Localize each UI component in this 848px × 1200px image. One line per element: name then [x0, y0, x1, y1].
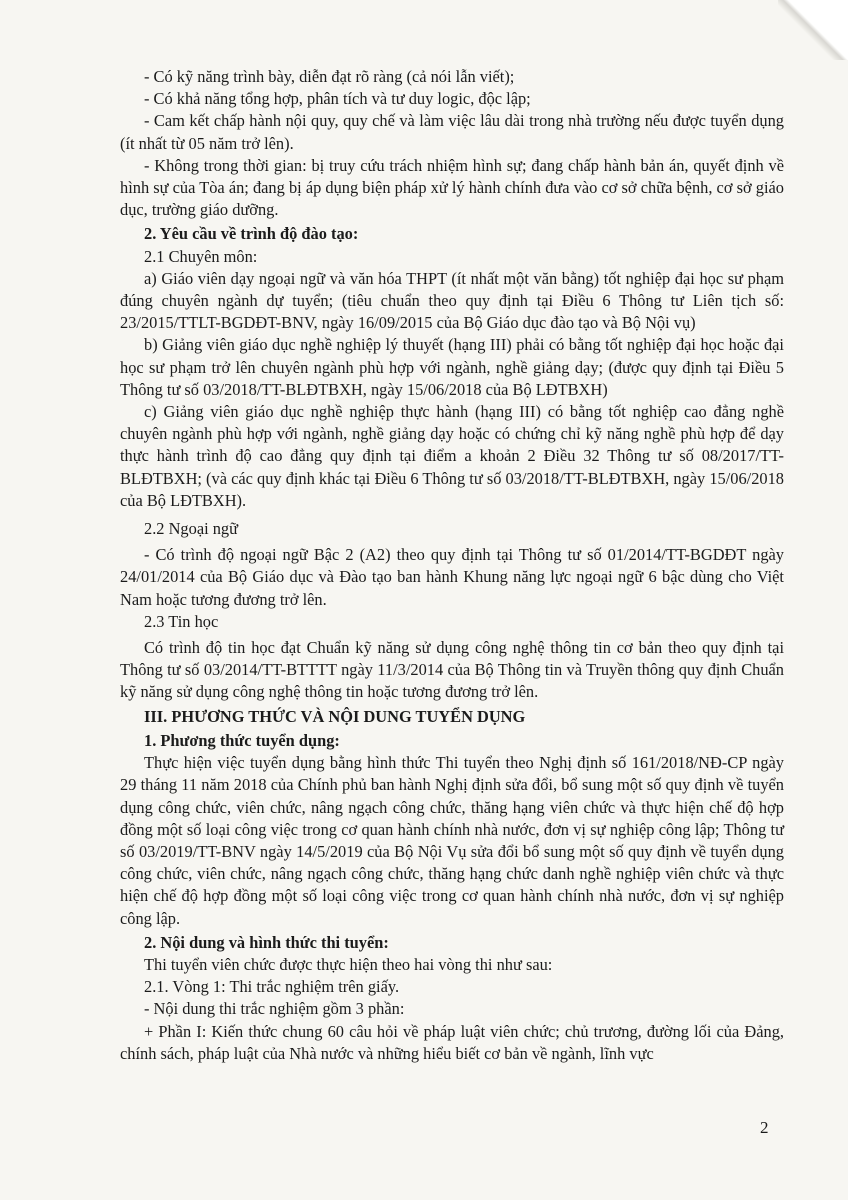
paragraph: 2.1. Vòng 1: Thi trắc nghiệm trên giấy.	[144, 977, 400, 997]
paragraph: - Có khả năng tổng hợp, phân tích và tư duy logic, độc lập;	[144, 89, 531, 109]
paragraph: Thi tuyển viên chức được thực hiện theo hai vòng thi như sau:	[144, 954, 553, 974]
page-corner-fold	[778, 0, 848, 60]
paragraph: c) Giảng viên giáo dục nghề nghiệp thực hành (hạng III) có bằng tốt nghiệp cao đẳng nghề chuyên ngành phù hợp với ngành, nghề giảng dạy hoặc có chứng chỉ kỹ năng nghề phù hợp để dạy thực hành trình độ cao đẳng quy định tại điểm a khoản 2 Điều 32 Thông tư số 08/2017/TT-BLĐTBXH; (và các quy định khác tại Điều 6 Thông tư số 03/2018/TT-BLĐTBXH, ngày 15/06/2018 của Bộ LĐTBXH).	[120, 402, 784, 510]
section-heading: 2. Yêu cầu về trình độ đào tạo:	[144, 224, 359, 244]
paragraph: Thực hiện việc tuyển dụng bằng hình thức Thi tuyển theo Nghị định số 161/2018/NĐ-CP ngày 29 tháng 11 năm 2018 của Chính phủ ban hành Nghị định sửa đổi, bổ sung một số quy định về tuyển dụng công chức, viên chức, nâng ngạch công chức, thăng hạng viên chức và thực hiện chế độ hợp đồng một số loại công việc trong cơ quan hành chính nhà nước, đơn vị sự nghiệp công lập; Thông tư số 03/2019/TT-BNV ngày 14/5/2019 của Bộ Nội Vụ sửa đổi bổ sung một số quy định về tuyển dụng công chức, viên chức, nâng ngạch công chức, thăng hạng chức danh nghề nghiệp viên chức và thực hiện chế độ hợp đồng một số loại công việc trong cơ quan hành chính nhà nước, đơn vị sự nghiệp công lập.	[120, 753, 784, 928]
chapter-heading: III. PHƯƠNG THỨC VÀ NỘI DUNG TUYỂN DỤNG	[144, 706, 526, 726]
paragraph: a) Giáo viên dạy ngoại ngữ và văn hóa THPT (ít nhất một văn bằng) tốt nghiệp đại học sư phạm đúng chuyên ngành dự tuyển; (tiêu chuẩn theo quy định tại Điều 6 Thông tư Liên tịch số: 23/2015/TTLT-BGDĐT-BNV, ngày 16/09/2015 của Bộ Giáo dục đào tạo và Bộ Nội vụ)	[120, 268, 784, 333]
section-heading: 2. Nội dung và hình thức thi tuyển:	[144, 932, 389, 952]
document-body	[120, 66, 784, 1065]
paragraph: Có trình độ tin học đạt Chuẩn kỹ năng sử dụng công nghệ thông tin cơ bản theo quy định tại Thông tư số 03/2014/TT-BTTTT ngày 11/3/2014 của Bộ Thông tin và Truyền thông quy định Chuẩn kỹ năng sử dụng công nghệ thông tin hoặc tương đương trở lên.	[120, 638, 784, 702]
paragraph: - Có kỹ năng trình bày, diễn đạt rõ ràng (cả nói lẫn viết);	[144, 67, 515, 86]
section-heading: 1. Phương thức tuyển dụng:	[144, 730, 340, 750]
paragraph: b) Giảng viên giáo dục nghề nghiệp lý thuyết (hạng III) phải có bằng tốt nghiệp đại học hoặc đại học sư phạm trở lên chuyên ngành phù hợp với ngành, nghề giảng dạy; (được quy định tại Điều 5 Thông tư số 03/2018/TT-BLĐTBXH, ngày 15/06/2018 của Bộ LĐTBXH)	[120, 335, 784, 399]
page-number: 2	[760, 1118, 769, 1137]
subsection-heading: 2.3 Tin học	[144, 611, 219, 631]
subsection-heading: 2.1 Chuyên môn:	[144, 246, 258, 266]
paragraph: - Nội dung thi trắc nghiệm gồm 3 phần:	[144, 999, 405, 1019]
paragraph: + Phần I: Kiến thức chung 60 câu hỏi về pháp luật viên chức; chủ trương, đường lối của Đảng, chính sách, pháp luật của Nhà nước và những hiểu biết cơ bản về ngành, lĩnh vực	[120, 1021, 784, 1063]
paragraph: - Có trình độ ngoại ngữ Bậc 2 (A2) theo quy định tại Thông tư số 01/2014/TT-BGDĐT ngày 24/01/2014 của Bộ Giáo dục và Đào tạo ban hành Khung năng lực ngoại ngữ 6 bậc dùng cho Việt Nam hoặc tương đương trở lên.	[120, 545, 784, 609]
subsection-heading: 2.2 Ngoại ngữ	[144, 519, 239, 539]
paragraph: - Không trong thời gian: bị truy cứu trách nhiệm hình sự; đang chấp hành bản án, quyết định về hình sự của Tòa án; đang bị áp dụng biện pháp xử lý hành chính đưa vào cơ sở chữa bệnh, cơ sở giáo dục, trường giáo dưỡng.	[120, 155, 784, 220]
paragraph: - Cam kết chấp hành nội quy, quy chế và làm việc lâu dài trong nhà trường nếu được tuyển dụng (ít nhất từ 05 năm trở lên).	[120, 111, 784, 153]
